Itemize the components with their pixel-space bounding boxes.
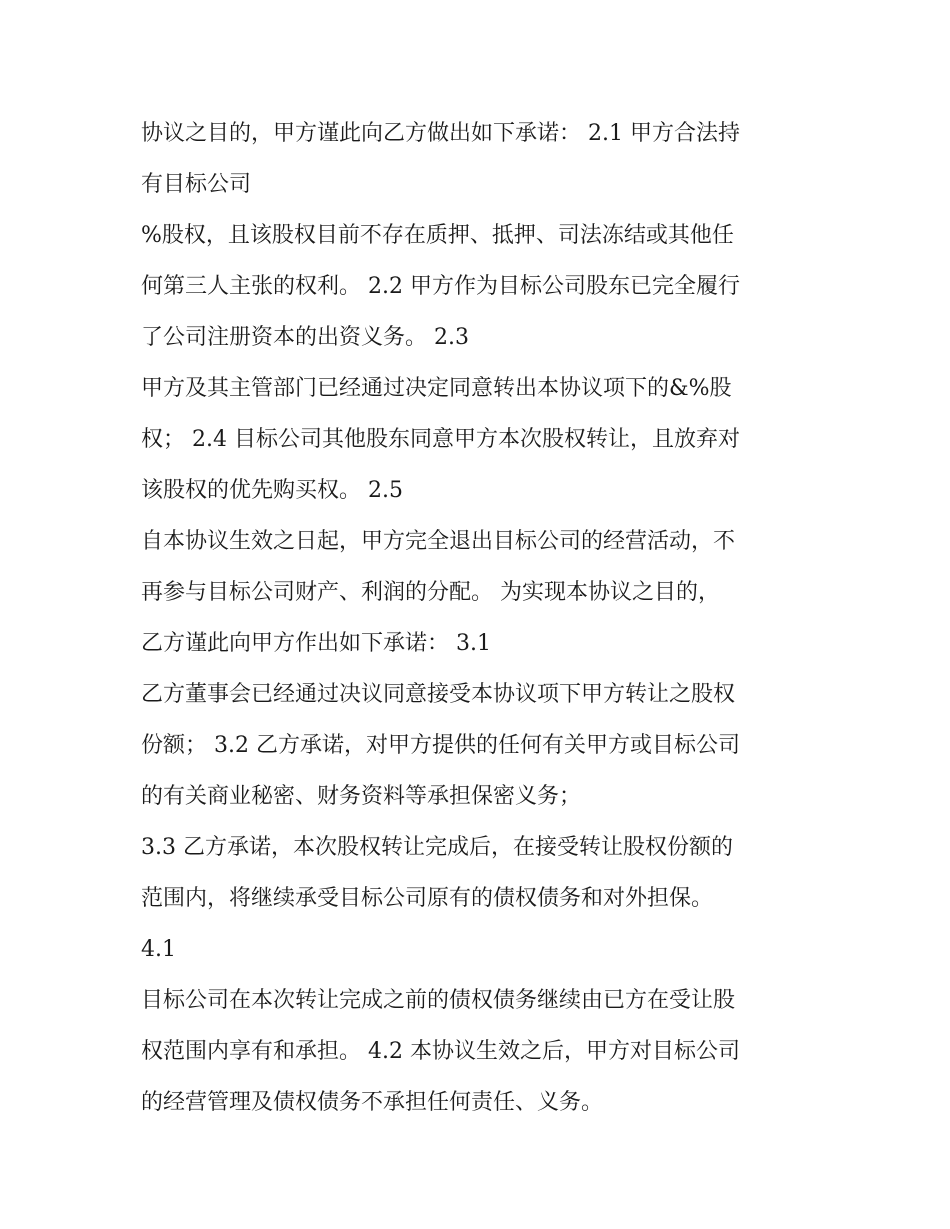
text-line: 协议之目的，甲方谨此向乙方做出如下承诺： 2.1 甲方合法持 [141, 121, 740, 146]
text-line: 自本协议生效之日起，甲方完全退出目标公司的经营活动，不 [141, 529, 736, 554]
text-line: 目标公司在本次转让完成之前的债权债务继续由已方在受让股 [141, 988, 736, 1013]
text-line: 3.3 乙方承诺，本次股权转让完成后，在接受转让股权份额的 [141, 835, 733, 860]
text-line: 有目标公司 [141, 172, 252, 197]
text-line: 4.1 [141, 937, 176, 962]
text-line: 了公司注册资本的出资义务。 2.3 [141, 325, 469, 350]
text-line: 乙方董事会已经通过决议同意接受本协议项下甲方转让之股权 [141, 682, 736, 707]
text-line: 的有关商业秘密、财务资料等承担保密义务； [141, 784, 582, 809]
text-line: 再参与目标公司财产、利润的分配。 为实现本协议之目的， [141, 580, 720, 605]
text-line: 份额； 3.2 乙方承诺，对甲方提供的任何有关甲方或目标公司 [141, 733, 740, 758]
text-line: 该股权的优先购买权。 2.5 [141, 478, 403, 503]
text-line: 权； 2.4 目标公司其他股东同意甲方本次股权转让，且放弃对 [141, 427, 740, 452]
text-line: 何第三人主张的权利。 2.2 甲方作为目标公司股东已完全履行 [141, 274, 740, 299]
text-line: 范围内，将继续承受目标公司原有的债权债务和对外担保。 [141, 886, 714, 911]
text-line: 甲方及其主管部门已经通过决定同意转出本协议项下的&%股 [141, 376, 732, 401]
text-line: 权范围内享有和承担。 4.2 本协议生效之后，甲方对目标公司 [141, 1039, 740, 1064]
text-line: 的经营管理及债权债务不承担任何责任、义务。 [141, 1090, 604, 1115]
document-body [141, 108, 841, 1128]
text-line: %股权，且该股权目前不存在质押、抵押、司法冻结或其他任 [141, 223, 734, 248]
text-line: 乙方谨此向甲方作出如下承诺： 3.1 [141, 631, 491, 656]
